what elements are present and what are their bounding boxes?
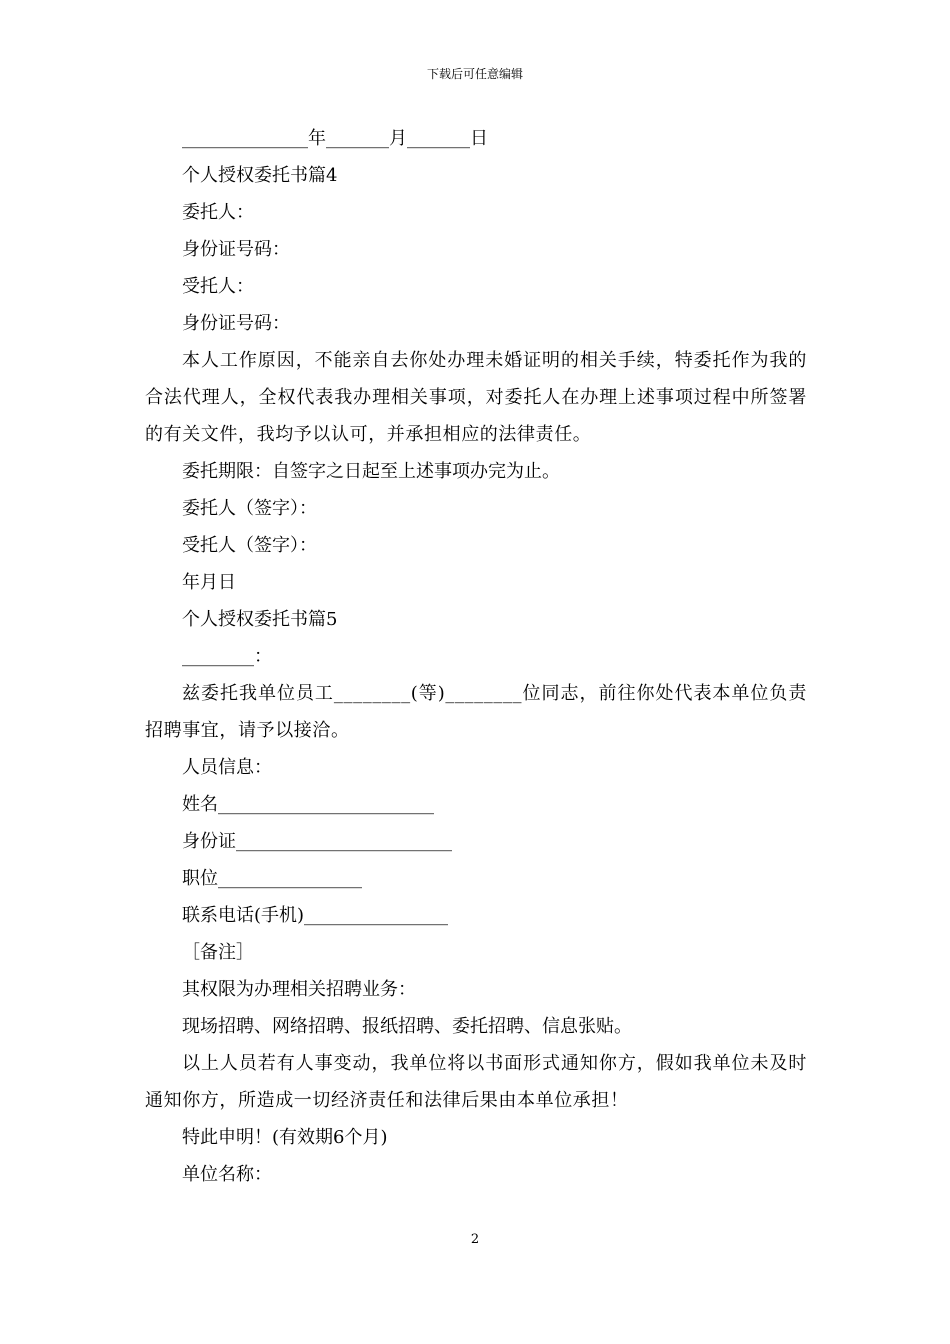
authorization-period: 委托期限：自签字之日起至上述事项办完为止。 [182,461,560,482]
page-number: 2 [470,1232,480,1247]
recruitment-paragraph: 兹委托我单位员工________(等)________位同志，前往你处代表本单位负责招聘事宜，请予以接洽。 [145,683,807,741]
note-label: ［备注］ [182,942,254,963]
document-body [145,120,807,1193]
phone-field: 联系电话(手机)________________ [182,905,449,926]
unit-name-label: 单位名称： [182,1164,272,1185]
page-header: 下载后可任意编辑 [426,67,523,81]
personnel-info-label: 人员信息： [182,757,272,778]
principal-label: 委托人： [182,202,254,223]
principal-id-label: 身份证号码： [182,239,290,260]
name-field: 姓名________________________ [182,794,434,815]
agent-id-label: 身份证号码： [182,313,290,334]
section-4-title: 个人授权委托书篇4 [182,165,338,186]
addressee-line: ________： [182,646,272,667]
authorization-paragraph: 本人工作原因，不能亲自去你处办理未婚证明的相关手续，特委托作为我的合法代理人，全权代表我办理相关事项，对委托人在办理上述事项过程中所签署的有关文件，我均予以认可，并承担相应的法律责任。 [145,350,807,445]
agent-label: 受托人： [182,276,254,297]
section-5-title: 个人授权委托书篇5 [182,609,338,630]
principal-signature: 委托人（签字）： [182,498,317,519]
id-field: 身份证________________________ [182,831,452,852]
position-field: 职位________________ [182,868,362,889]
date-line: ______________年_______月_______日 [182,128,488,149]
scope-intro: 其权限为办理相关招聘业务： [182,979,416,1000]
declaration-line: 特此申明！(有效期6个月) [182,1127,388,1148]
signature-date: 年月日 [182,572,236,593]
liability-paragraph: 以上人员若有人事变动，我单位将以书面形式通知你方，假如我单位未及时通知你方，所造成一切经济责任和法律后果由本单位承担！ [145,1053,807,1111]
scope-items: 现场招聘、网络招聘、报纸招聘、委托招聘、信息张贴。 [182,1016,632,1037]
agent-signature: 受托人（签字）： [182,535,317,556]
